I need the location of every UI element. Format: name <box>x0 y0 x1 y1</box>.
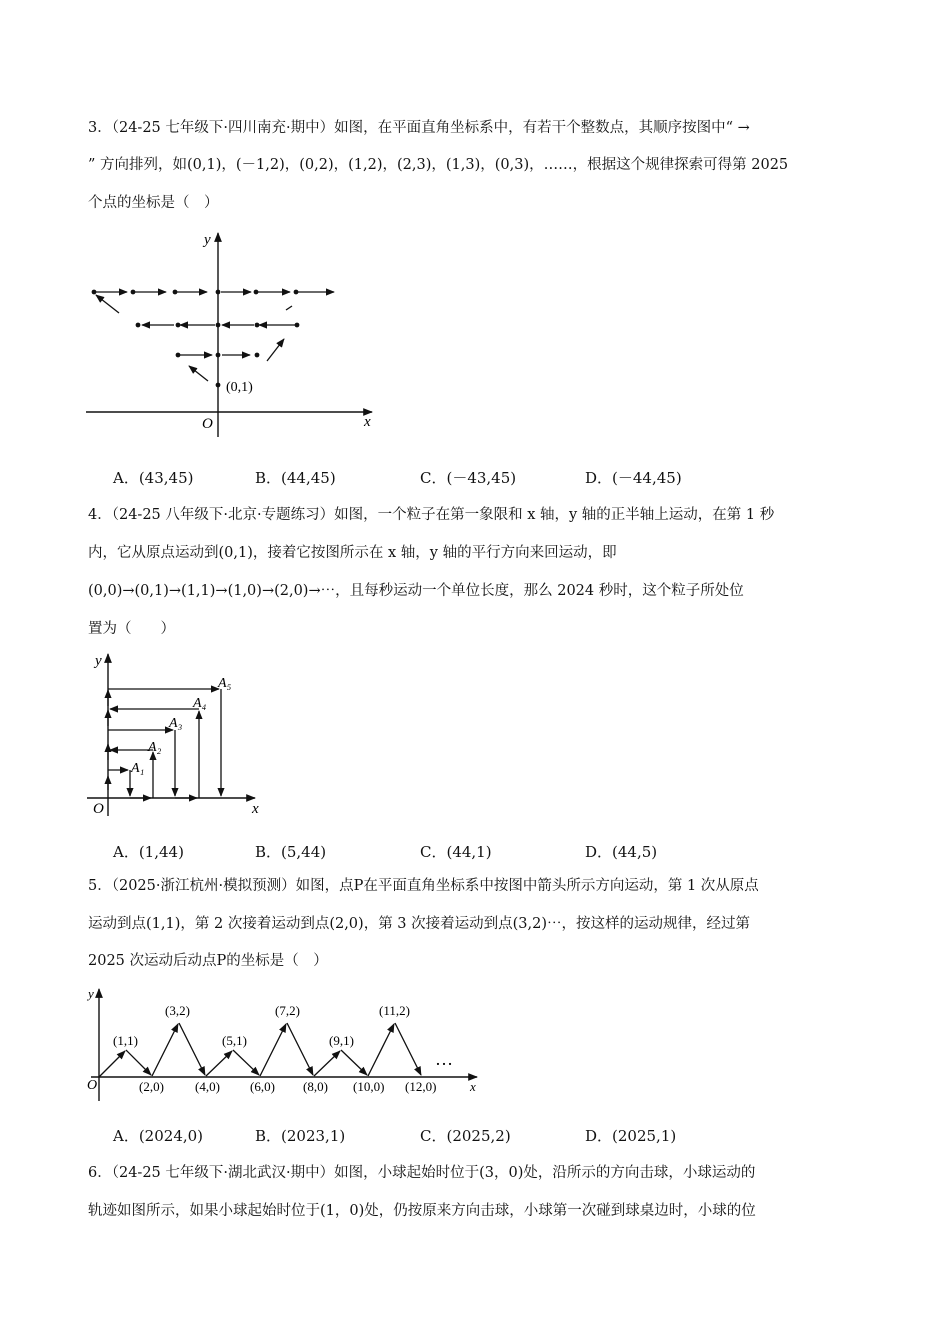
q5-peak-label-3: (5,1) <box>222 1033 247 1048</box>
q5-valley-label-6: (12,0) <box>405 1079 437 1094</box>
q4-point-a1: A₁ <box>131 761 145 776</box>
q5-option-d[interactable]: D．(2025,1) <box>585 1127 677 1145</box>
q4-y-label: y <box>95 653 102 669</box>
q5-origin-label: O <box>87 1078 98 1093</box>
q3-line3: 个点的坐标是（ ） <box>88 195 219 211</box>
q5-y-label: y <box>88 986 94 1001</box>
q5-ellipsis: … <box>435 1049 453 1069</box>
q3-point-label: (0,1) <box>226 380 253 395</box>
q6-line2: 轨迹如图所示，如果小球起始时位于(1，0)处，仍按原来方向击球，小球第一次碰到球桌边时，小球的位 <box>88 1203 756 1219</box>
q4-origin-label: O <box>93 801 104 817</box>
q4-line2: 内，它从原点运动到(0,1)，接着它按图所示在 x 轴，y 轴的平行方向来回运动，即 <box>88 545 617 561</box>
q3-y-label: y <box>204 232 211 248</box>
q4-point-a5: A₅ <box>218 676 232 691</box>
q5-peak-label-5: (9,1) <box>329 1033 354 1048</box>
q3-figure <box>80 225 380 440</box>
q5-option-b[interactable]: B．(2023,1) <box>255 1127 346 1145</box>
q5-line3: 2025 次运动后动点P的坐标是（ ） <box>88 953 328 969</box>
q3-line2: ” 方向排列，如(0,1)，(－1,2)，(0,2)，(1,2)，(2,3)，(1,3)，(0,3)，……，根据这个规律探索可得第 2025 <box>88 157 789 173</box>
q3-option-d[interactable]: D．(－44,45) <box>585 469 682 487</box>
q4-figure <box>85 650 275 820</box>
q3-option-c[interactable]: C．(－43,45) <box>420 469 517 487</box>
q4-x-label: x <box>252 801 259 817</box>
q5-figure <box>85 985 485 1105</box>
q4-point-a2: A₂ <box>148 740 162 755</box>
q4-option-a[interactable]: A．(1,44) <box>113 843 184 861</box>
q5-line2: 运动到点(1,1)，第 2 次接着运动到点(2,0)，第 3 次接着运动到点(3,2)⋯，按这样的运动规律，经过第 <box>88 916 751 932</box>
q6-line1: 6．（24-25 七年级下·湖北武汉·期中）如图，小球起始时位于(3，0)处，沿所示的方向击球，小球运动的 <box>88 1165 756 1181</box>
q5-valley-label-1: (2,0) <box>139 1079 164 1094</box>
q4-option-c[interactable]: C．(44,1) <box>420 843 492 861</box>
q4-option-d[interactable]: D．(44,5) <box>585 843 658 861</box>
q3-line1: 3．（24-25 七年级下·四川南充·期中）如图，在平面直角坐标系中，有若干个整数点，其顺序按图中“ → <box>88 120 750 136</box>
q5-valley-label-5: (10,0) <box>353 1079 385 1094</box>
q4-line1: 4．（24-25 八年级下·北京·专题练习）如图，一个粒子在第一象限和 x 轴，y 轴的正半轴上运动，在第 1 秒 <box>88 507 775 523</box>
q5-valley-label-4: (8,0) <box>303 1079 328 1094</box>
q4-point-a3: A₃ <box>169 716 183 731</box>
q5-option-c[interactable]: C．(2025,2) <box>420 1127 511 1145</box>
q3-x-label: x <box>364 414 371 430</box>
q3-origin-label: O <box>202 416 213 432</box>
q5-line1: 5．（2025·浙江杭州·模拟预测）如图，点P在平面直角坐标系中按图中箭头所示方向运动，第 1 次从原点 <box>88 878 759 894</box>
q5-x-label: x <box>470 1079 476 1094</box>
q3-option-a[interactable]: A．(43,45) <box>113 469 194 487</box>
q4-line3: (0,0)→(0,1)→(1,1)→(1,0)→(2,0)→⋯，且每秒运动一个单位长度，那么 2024 秒时，这个粒子所处位 <box>88 583 744 599</box>
q5-peak-label-1: (1,1) <box>113 1033 138 1048</box>
q4-option-b[interactable]: B．(5,44) <box>255 843 327 861</box>
q5-option-a[interactable]: A．(2024,0) <box>113 1127 204 1145</box>
q3-option-b[interactable]: B．(44,45) <box>255 469 336 487</box>
q4-line4: 置为（ ） <box>88 621 175 637</box>
q5-valley-label-2: (4,0) <box>195 1079 220 1094</box>
q5-valley-label-3: (6,0) <box>250 1079 275 1094</box>
q5-peak-label-6: (11,2) <box>379 1003 410 1018</box>
q5-peak-label-2: (3,2) <box>165 1003 190 1018</box>
q4-point-a4: A₄ <box>193 696 207 711</box>
q5-peak-label-4: (7,2) <box>275 1003 300 1018</box>
